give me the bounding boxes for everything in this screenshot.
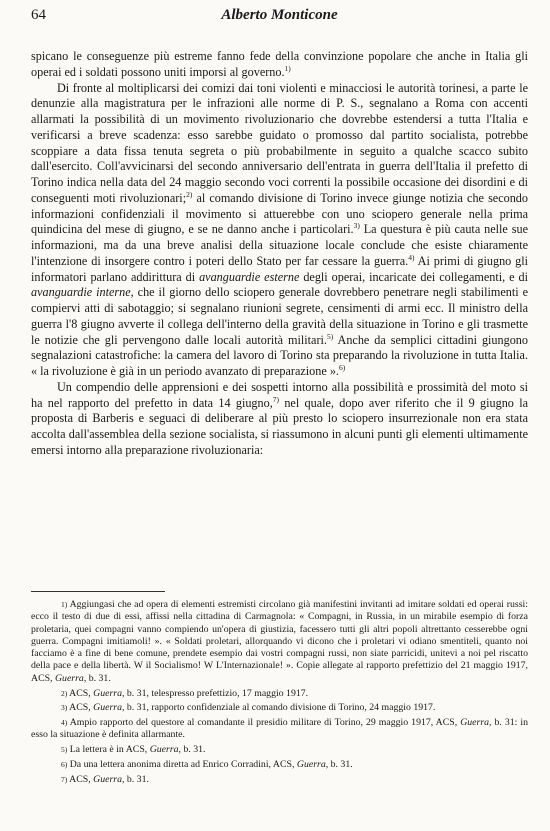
footnote-number: 5) [61,745,68,755]
footnote-number: 3) [61,703,68,713]
footnote-ref: 3) [353,221,360,231]
footnote-text: Da una lettera anonima diretta ad Enrico Corradini, ACS, [67,759,297,771]
footnote-italic: Guerra [93,702,122,714]
footnote-4 [31,717,528,742]
paragraph-text: nel quale, dopo aver riferito che il 9 giugno la proposta di Barberis e seguaci di deliberare al più presto lo sciopero insurrezionale non era stata accolta dall'assemblea della sezione socialista, si riassumono in alcuni punti gli elementi ultimamente emersi intorno alla preparazione rivoluzionaria: [31,395,528,457]
running-head: Alberto Monticone [221,7,338,23]
italic-term: avanguardie esterne [199,269,300,284]
footnote-3 [31,702,528,714]
paragraph-text: Anche da semplici cittadini giungono segnalazioni catastrofiche: la camera del lavoro di Torino sta preparando la rivoluzione in tutta Italia. « la rivoluzione è già in un periodo avanzato di preparazione ». [31,332,528,378]
page-header [31,7,528,29]
paragraph-2 [31,81,528,380]
footnote-italic: Guerra [54,672,84,684]
paragraph-text: Ai primi di giugno gli informatori parlano addirittura di [31,253,529,284]
paragraph-text: degli operai, incaricate dei collegamenti, e di [299,269,528,284]
footnote-6 [31,759,528,771]
footnote-number: 6) [61,760,68,770]
footnote-italic: Guerra [93,773,122,785]
paragraph-text: La questura è più cauta nelle sue informazioni, ma da una breve analisi della situazione locale conclude che esiste chiaramente l'intenzione di insorgere contro i poteri dello Stato per far cessare la guerra. [31,222,528,268]
footnote-7 [31,774,528,786]
footnote-number: 4) [61,718,68,728]
footnotes [31,599,528,789]
paragraph-text: Un compendio delle apprensioni e dei sospetti intorno alla possibilità e prossimità del moto si ha nel rapporto del prefetto in data 14 giugno, [31,379,528,410]
paragraph-text: spicano le conseguenze più estreme fanno fede della convinzione popolare che anche in Italia gli operai ed i soldati possono uniti imporsi al governo. [31,49,528,79]
footnote-text: Ampio rapporto del questore al comandante il presidio militare di Torino, 29 maggio 1917, ACS, [67,717,461,729]
footnote-text: , b. 31. [325,759,353,771]
footnote-number: 2) [61,688,68,698]
page-number: 64 [31,7,46,23]
footnote-ref: 6) [338,363,346,372]
footnote-divider [31,591,165,592]
footnote-ref: 5) [326,331,334,341]
footnote-text: Aggiungasi che ad opera di elementi estremisti circolano già manifestini invitanti ad imitare soldati ed operai russi: ecco il testo di due di essi, affissi nella cittadina di Carmagnola: « Compagni, in Russia, in un mirabile esempio di forza proletaria, quei compagni vanno compiendo un'opera di giustizia, facessero tutti gli altri popoli altrettanto cesserebbe ogni guerra. Compagni imitiamoli! ». « Soldati proletari, allorquando vi dicono che i proletari vi odiano smentiteli, quanto noi facciamo è a fine di bene comune, prendete esempio dai vostri compagni russi, non siate parricidi, unitevi a noi pel riscatto della pace e della libertà. W il Socialismo! W L'Internazionale! ». Copie allegate al rapporto prefettizio del 21 maggio 1917, ACS, [31,599,528,684]
footnote-italic: Guerra [296,759,326,771]
footnote-ref: 4) [408,252,415,262]
footnote-number: 1) [61,600,68,609]
footnote-text: ACS, [67,702,94,714]
footnote-ref: 2) [186,189,193,199]
footnote-italic: Guerra [93,687,122,699]
footnote-text: , b. 31, telespresso prefettizio, 17 maggio 1917. [121,687,309,699]
footnote-text: , b. 31: in esso la situazione è definita allarmante. [31,717,528,741]
footnote-italic: Guerra [460,717,490,729]
paragraph-3 [31,380,528,459]
footnote-text: ACS, [67,773,94,785]
paragraph-1 [31,49,528,81]
footnote-text: , b. 31. [83,672,111,684]
footnote-1 [31,599,528,685]
footnote-ref: 1) [284,63,291,73]
footnote-ref: 7) [272,394,280,404]
paragraph-text: , che il giorno dello sciopero generale dovrebbero penetrare negli stabilimenti e compiervi atti di sabotaggio; si segnalano riunioni segrete, censimenti di armi ecc. Il ministro della guerra l'8 giugno avverte il collega dell'interno della gravità della situazione in Torino e gli trasmette le notizie che gli pervengono dalle locali autorità militari. [31,285,528,347]
paragraph-text: al comando divisione di Torino invece giunge notizia che secondo informazioni confidenziali il movimento si attuerebbe con uno sciopero generale nella prima quindicina del mese di giugno, e se ne danno anche i particolari. [31,190,528,237]
body-text [31,49,528,459]
footnote-text: La lettera è in ACS, [67,744,150,756]
footnote-text: , b. 31. [121,773,149,785]
paragraph-text: Di fronte al moltiplicarsi dei comizi dai toni violenti e minacciosi le autorità torinesi, a parte le denunzie alla magistratura per le infrazioni alle norme di P. S., segnalano a Roma con accenti allarmati la possibilità di un movimento rivoluzionario che dovrebbe estendersi a tutta l'Italia e verificarsi a breve scadenza: esso sarebbe guidato o promosso dal partito socialista, potrebbe scoppiare a data fissa tenuta segreta o più probabilmente in seguito a qualche scacco subito dall'esercito. Coll'avvicinarsi del secondo anniversario dell'entrata in guerra dell'Italia il prefetto di Torino indica nella data del 24 maggio secondo voci correnti la possibile occasione dei disordini e di conseguenti moti rivoluzionari; [31,80,528,205]
footnote-text: , b. 31. [178,744,206,756]
footnote-2 [31,688,528,700]
footnote-text: , b. 31, rapporto confidenziale al comando divisione di Torino, 24 maggio 1917. [121,702,436,714]
footnote-italic: Guerra [149,744,179,756]
footnote-number: 7) [61,774,68,784]
italic-term: avanguardie interne [31,285,131,300]
footnote-text: ACS, [67,687,94,699]
footnote-5 [31,744,528,756]
